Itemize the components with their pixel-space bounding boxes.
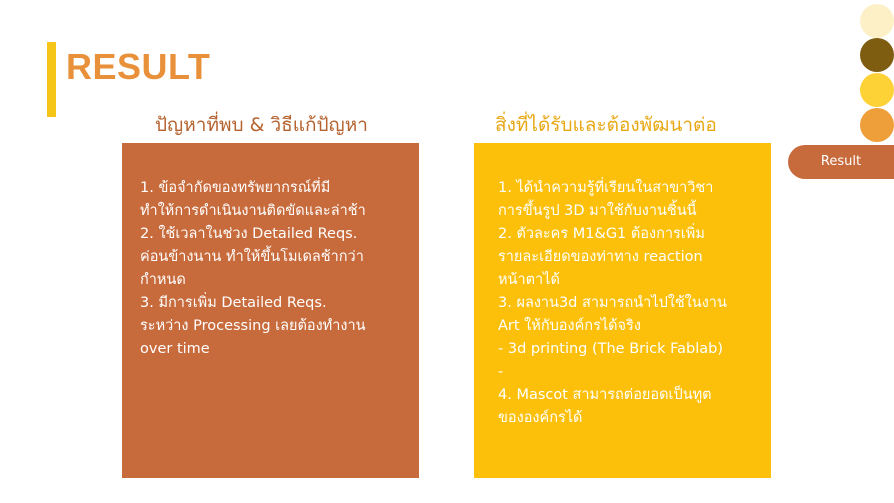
outcomes-line: - bbox=[498, 364, 504, 380]
problems-card bbox=[122, 143, 419, 478]
outcomes-line: - 3d printing (The Brick Fablab) bbox=[498, 341, 724, 357]
left-column-heading: ปัญหาที่พบ & วิธีแก้ปัญหา bbox=[155, 114, 368, 136]
problems-line: over time bbox=[140, 341, 210, 357]
title-accent-bar bbox=[47, 42, 56, 117]
problems-line: ค่อนข้างนาน ทำให้ขึ้นโมเดลช้ากว่า bbox=[140, 249, 364, 265]
decor-circle-cream bbox=[860, 4, 894, 38]
decor-circle-orange bbox=[860, 108, 894, 142]
outcomes-line: การขึ้นรูป 3D มาใช้กับงานชิ้นนี้ bbox=[498, 203, 697, 219]
outcomes-line: ขององค์กรได้ bbox=[498, 410, 583, 426]
section-nav-result-button[interactable]: Result bbox=[788, 145, 894, 179]
problems-line: 3. มีการเพิ่ม Detailed Reqs. bbox=[140, 295, 327, 311]
outcomes-line: 4. Mascot สามารถต่อยอดเป็นทูต bbox=[498, 387, 712, 403]
slide-title: RESULT bbox=[66, 46, 211, 87]
outcomes-card bbox=[474, 143, 771, 478]
problems-line: ระหว่าง Processing เลยต้องทำงาน bbox=[140, 318, 366, 334]
outcomes-line: หน้าตาได้ bbox=[498, 272, 560, 288]
outcomes-line: Art ให้กับองค์กรได้จริง bbox=[498, 318, 641, 334]
problems-line: ทำให้การดำเนินงานติดขัดและล่าช้า bbox=[140, 203, 366, 219]
outcomes-line: 3. ผลงาน3d สามารถนำไปใช้ในงาน bbox=[498, 295, 727, 311]
problems-line: 2. ใช้เวลาในช่วง Detailed Reqs. bbox=[140, 226, 358, 242]
outcomes-line: รายละเอียดของท่าทาง reaction bbox=[498, 249, 703, 265]
problems-line: 1. ข้อจำกัดของทรัพยากรณ์ที่มี bbox=[140, 180, 331, 196]
outcomes-line: 2. ตัวละคร M1&G1 ต้องการเพิ่ม bbox=[498, 226, 705, 242]
right-column-heading: สิ่งที่ได้รับและต้องพัฒนาต่อ bbox=[495, 114, 717, 136]
decor-circle-dark-gold bbox=[860, 38, 894, 72]
decor-circle-yellow bbox=[860, 73, 894, 107]
outcomes-line: 1. ได้นำความรู้ที่เรียนในสาขาวิชา bbox=[498, 180, 714, 196]
problems-line: กำหนด bbox=[140, 272, 186, 288]
